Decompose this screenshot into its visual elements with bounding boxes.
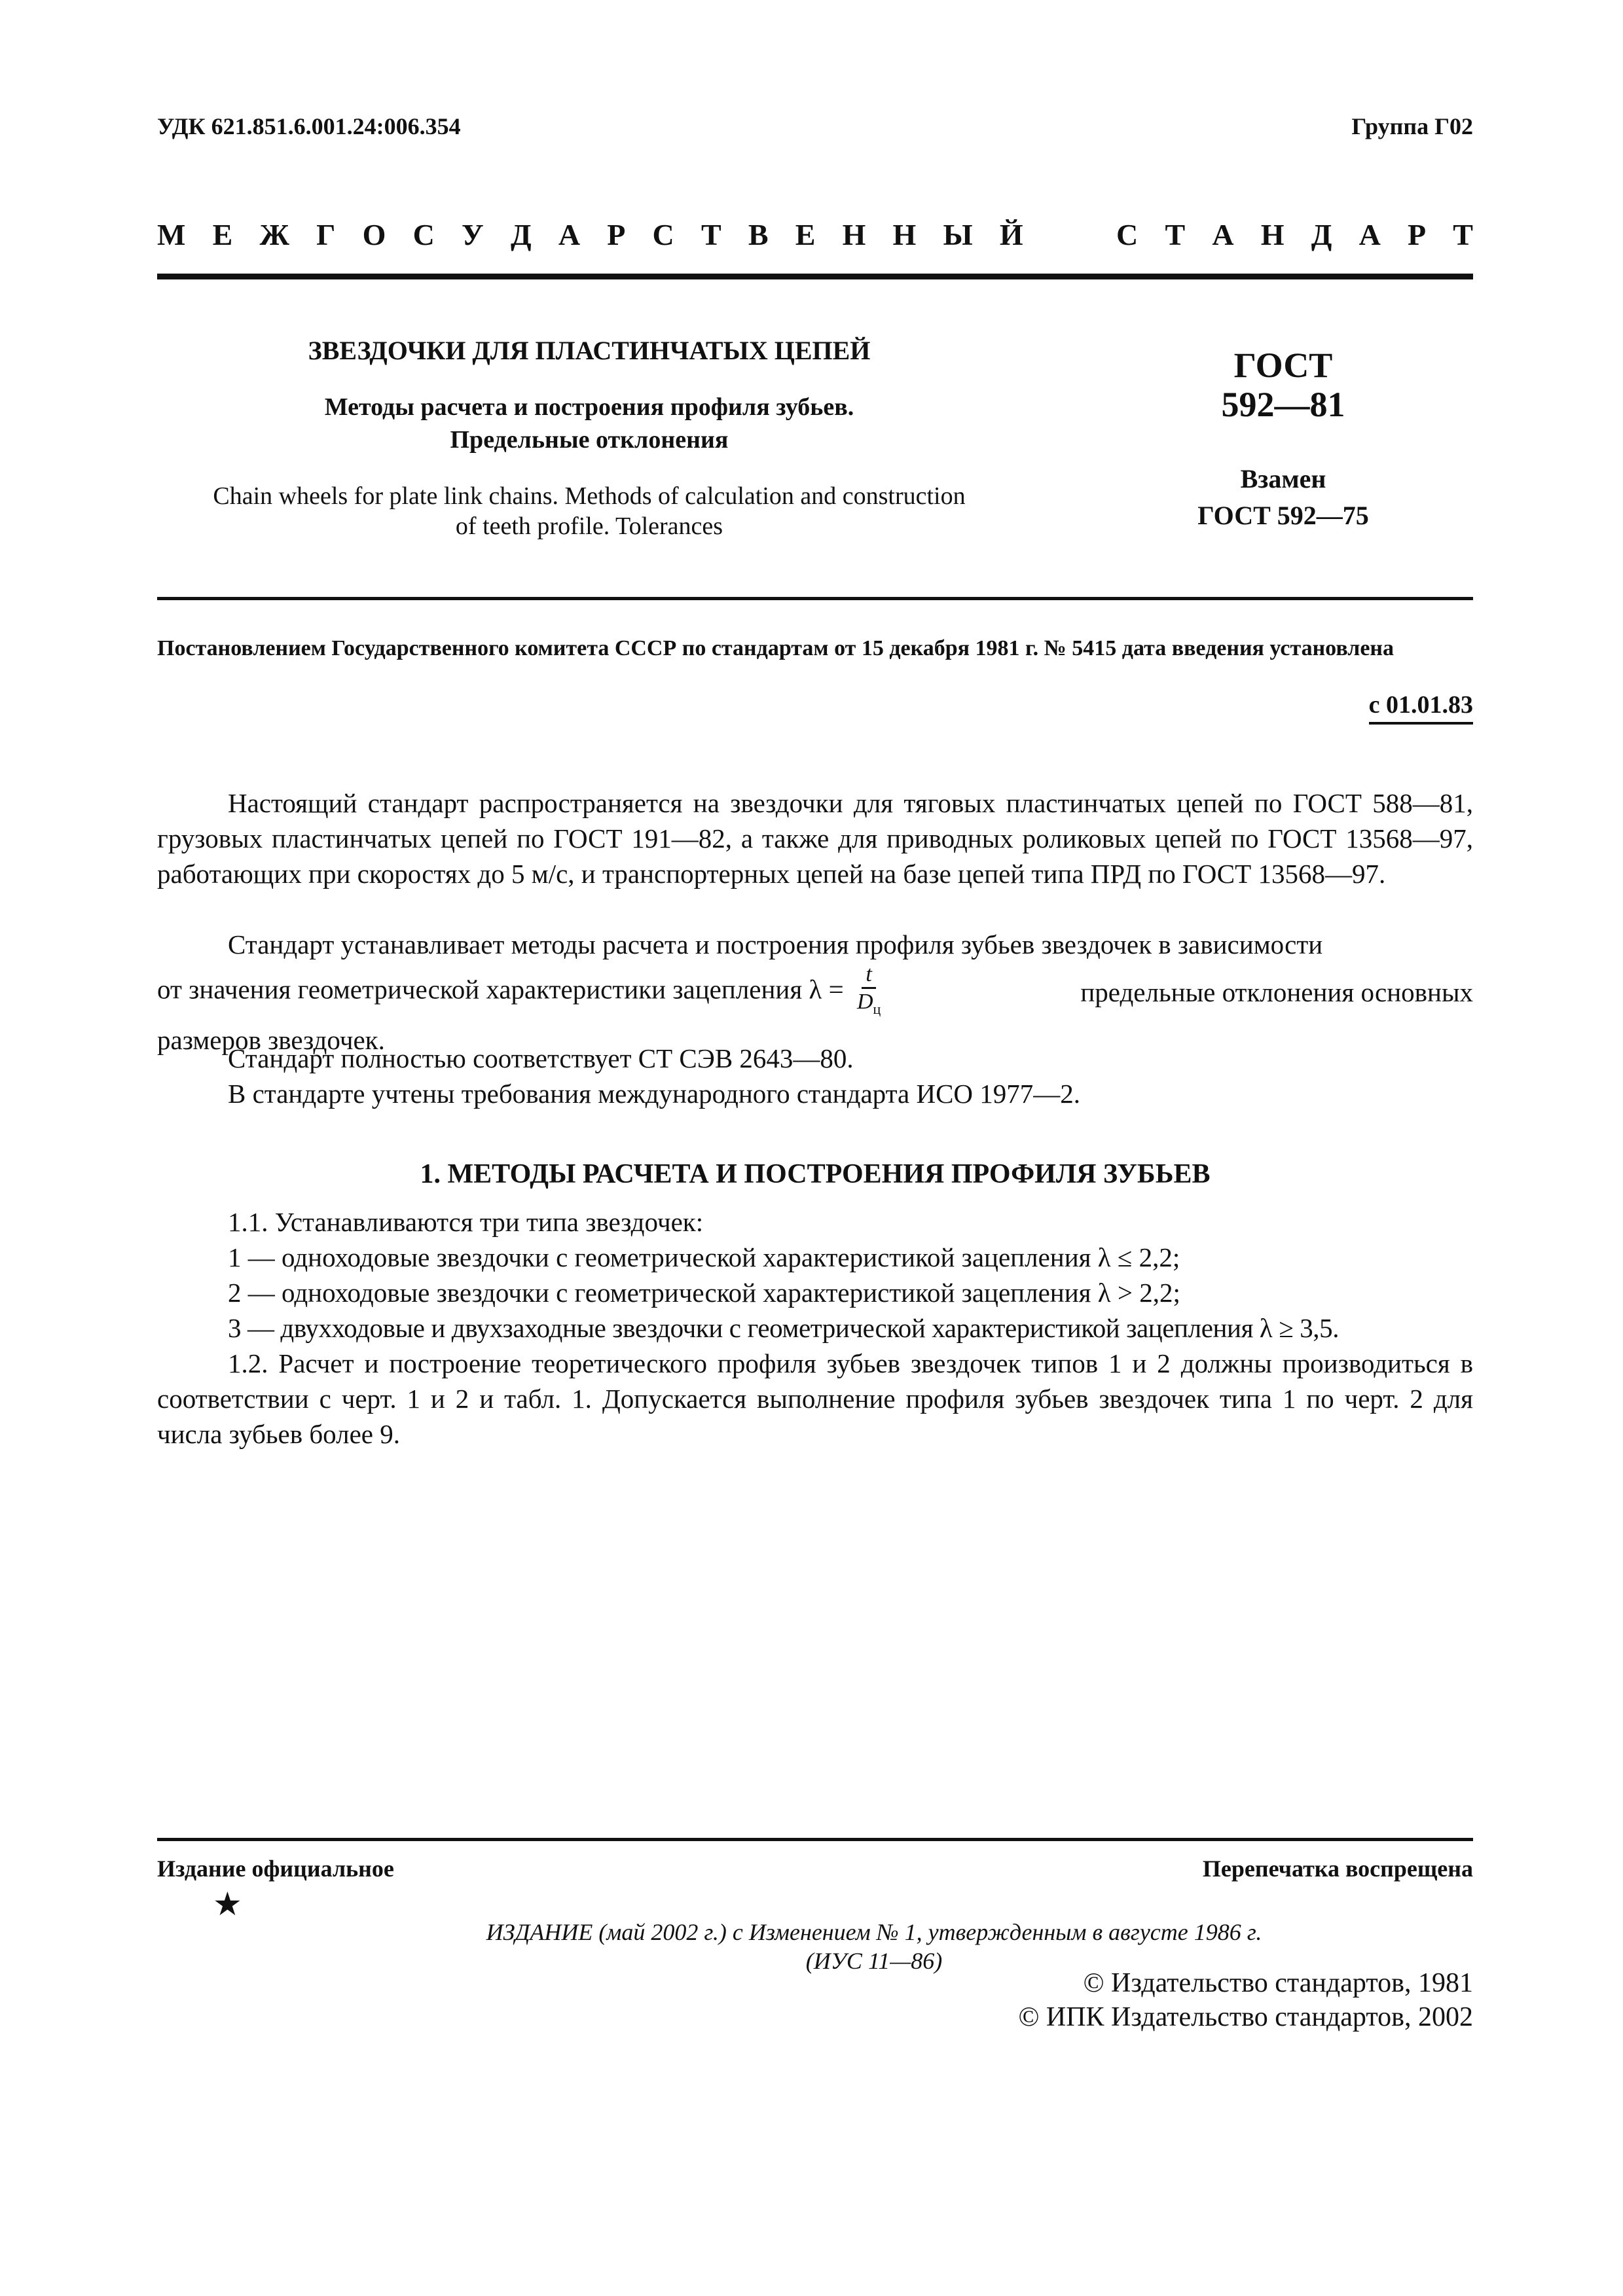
paragraph-sev: Стандарт полностью соответствует СТ СЭВ 2643—80.	[228, 1043, 854, 1073]
banner-letter: Р	[607, 218, 626, 251]
paragraph-iso: В стандарте учтены требования международного стандарта ИСО 1977—2.	[228, 1079, 1081, 1109]
banner-letter: Т	[701, 218, 721, 251]
banner-letter: С	[412, 218, 435, 251]
formula-prefix: от значения геометрической характеристики зацепления λ =	[157, 974, 844, 1005]
formula-suffix: предельные отклонения основных	[1080, 977, 1473, 1007]
gost-block	[1113, 346, 1453, 534]
fraction-denominator: $D_ц$	[856, 990, 881, 1017]
copyright-line: © ИПК Издательство стандартов, 2002	[1018, 2002, 1473, 2032]
document-subtitle: Методы расчета и построения профиля зубьев. Предельные отклонения	[324, 393, 854, 454]
banner-letter: Д	[510, 218, 532, 251]
banner-letter: Г	[316, 218, 336, 251]
banner-letter: А	[1359, 218, 1381, 251]
sev-paragraph	[157, 1041, 1473, 1076]
banner-letter: С	[652, 218, 674, 251]
banner-letter: С	[1116, 218, 1139, 251]
banner-letter: Д	[1311, 218, 1332, 251]
banner-letter: В	[748, 218, 769, 251]
paragraph-scope: Настоящий стандарт распространяется на звездочки для тяговых пластинчатых цепей по ГОСТ 588—81, грузовых пластинчатых цепей по ГОСТ 191—82, а также для приводных роликовых цепей по ГОСТ 13568—97, работающих при скоростях до 5 м/с, и транспортерных цепей на базе цепей типа ПРД по ГОСТ 13568—97.	[157, 788, 1473, 889]
paragraph-methods-line1: Стандарт устанавливает методы расчета и построения профиля зубьев звездочек в зависимости	[228, 929, 1323, 960]
official-edition-label: Издание официальное	[157, 1856, 394, 1882]
replaces-gost: Взамен ГОСТ 592—75	[1197, 464, 1369, 530]
banner-letter: Н	[842, 218, 866, 251]
decree-text: Постановлением Государственного комитета СССР по стандартам от 15 декабря 1981 г. № 5415 дата введения установлена	[157, 636, 1395, 660]
interstate-standard-banner	[157, 217, 1473, 252]
banner-letter: О	[362, 218, 386, 251]
banner-letter: Т	[1165, 218, 1186, 251]
iso-paragraph	[157, 1076, 1473, 1111]
document-title: ЗВЕЗДОЧКИ ДЛЯ ПЛАСТИНЧАТЫХ ЦЕПЕЙ	[308, 336, 871, 365]
star-icon: ★	[213, 1886, 242, 1922]
title-block	[157, 335, 1021, 541]
gost-number: ГОСТ 592—81	[1221, 346, 1345, 424]
banner-letter: Е	[212, 218, 233, 251]
list-item: 1 — одноходовые звездочки с геометрической характеристикой зацепления λ ≤ 2,2;	[228, 1242, 1180, 1272]
banner-gap	[1050, 217, 1089, 252]
reprint-prohibited-label: Перепечатка воспрещена	[1202, 1856, 1473, 1882]
banner-letter: А	[558, 218, 581, 251]
english-title: Chain wheels for plate link chains. Methods of calculation and construction of teeth profile. Tolerances	[213, 482, 966, 540]
lambda-fraction	[857, 962, 881, 1022]
effective-date: с 01.01.83	[1369, 691, 1473, 725]
paragraph-methods-line3: размеров звездочек.	[157, 1024, 385, 1055]
top-rule	[157, 274, 1473, 279]
banner-letter: А	[1212, 218, 1234, 251]
formula-line	[157, 962, 1473, 1022]
banner-letter: У	[462, 218, 484, 251]
edition-line: ИЗДАНИЕ (май 2002 г.) с Изменением № 1, утвержденным в августе 1986 г.	[486, 1919, 1262, 1945]
edition-line: (ИУС 11—86)	[805, 1948, 943, 1974]
banner-letter: Ы	[943, 218, 973, 251]
banner-letter: Й	[999, 218, 1023, 251]
copyright-block	[1018, 1966, 1473, 2034]
footer-rule	[157, 1838, 1473, 1841]
list-item: 2 — одноходовые звездочки с геометрической характеристикой зацепления λ > 2,2;	[228, 1278, 1180, 1308]
group-code: Группа Г02	[1351, 113, 1473, 139]
banner-letter: Н	[892, 218, 917, 251]
fraction-numerator: t	[862, 962, 875, 989]
copyright-line: © Издательство стандартов, 1981	[1083, 1968, 1473, 1998]
udk-code: УДК 621.851.6.001.24:006.354	[157, 113, 461, 139]
list-item: 3 — двухходовые и двухзаходные звездочки с геометрической характеристикой зацепления λ ≥ 3,5.	[228, 1313, 1340, 1343]
banner-letter: Т	[1453, 218, 1473, 251]
lambda-paragraph	[157, 927, 1473, 1058]
intro-paragraph	[157, 785, 1473, 891]
list-item: 1.1. Устанавливаются три типа звездочек:	[228, 1207, 704, 1237]
banner-letter: Е	[795, 218, 816, 251]
section-items	[157, 1204, 1473, 1452]
banner-letter: Н	[1260, 218, 1285, 251]
divider-rule	[157, 597, 1473, 600]
banner-letter: Р	[1407, 218, 1427, 251]
section-heading: 1. МЕТОДЫ РАСЧЕТА И ПОСТРОЕНИЯ ПРОФИЛЯ ЗУБЬЕВ	[420, 1159, 1211, 1189]
banner-letter: М	[157, 218, 186, 251]
list-item: 1.2. Расчет и построение теоретического профиля зубьев звездочек типов 1 и 2 должны производиться в соответствии с черт. 1 и 2 и табл. 1. Допускается выполнение профиля зубьев звездочек типа 1 по черт. 2 для числа зубьев более 9.	[157, 1348, 1473, 1449]
banner-letter: Ж	[259, 218, 289, 251]
